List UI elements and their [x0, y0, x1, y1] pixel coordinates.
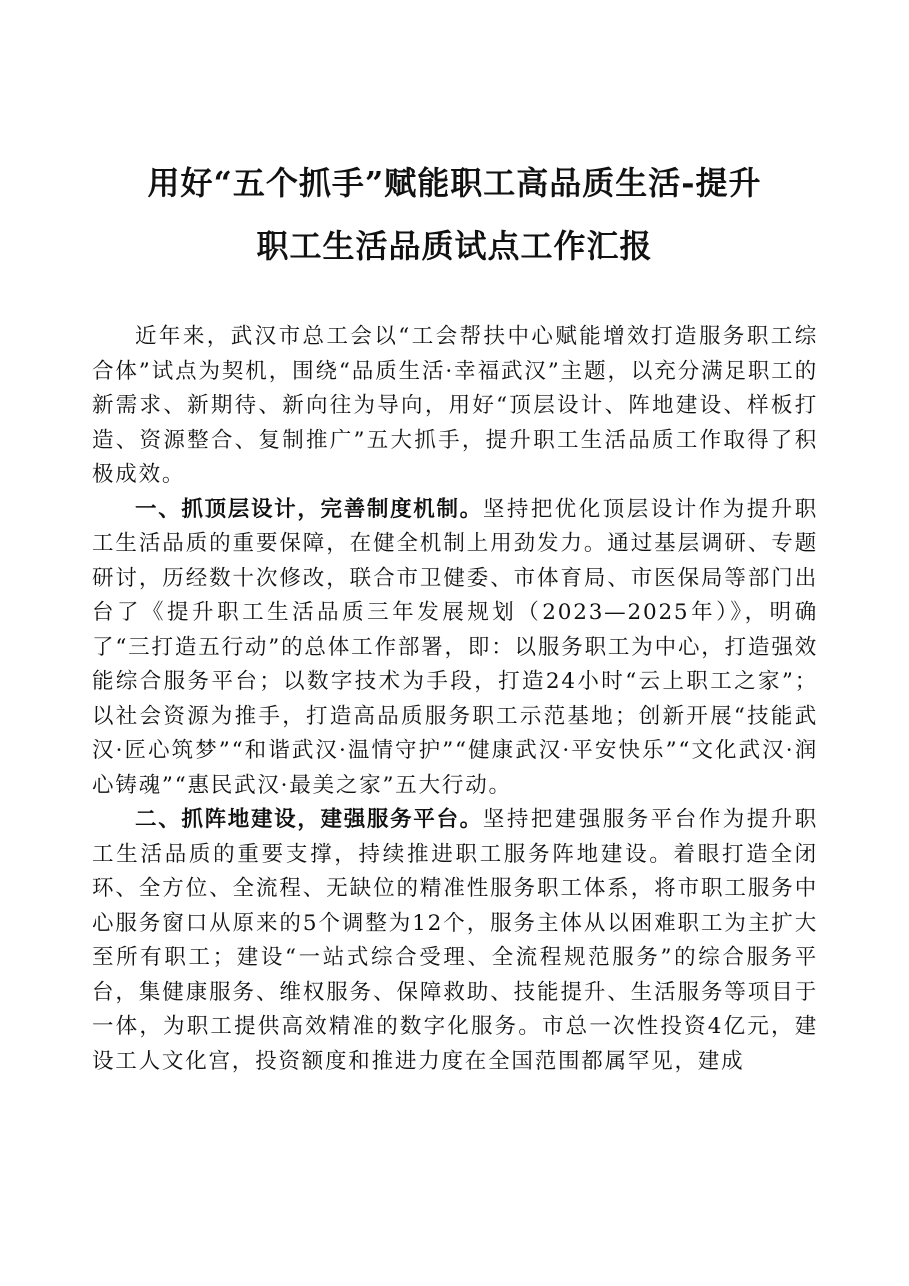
paragraph-text: 坚持把建强服务平台作为提升职工生活品质的重要支撑，持续推进职工服务阵地建设。着眼打造全闭环、全方位、全流程、无缺位的精准性服务职工体系，将市职工服务中心服务窗口从原来的5个调整为12个，服务主体从以困难职工为主扩大至所有职工；建设“一站式综合受理、全流程规范服务”的综合服务平台，集健康服务、维权服务、保障救助、技能提升、生活服务等项目于一体，为职工提供高效精准的数字化服务。市总一次性投资4亿元，建设工人文化宫，投资额度和推进力度在全国范围都属罕见，建成	[92, 807, 818, 1074]
document-body	[92, 320, 818, 1079]
paragraph-text: 坚持把优化顶层设计作为提升职工生活品质的重要保障，在健全机制上用劲发力。通过基层调研、专题研讨，历经数十次修改，联合市卫健委、市体育局、市医保局等部门出台了《提升职工生活品质三年发展规划（2023—2025年）》，明确了“三打造五行动”的总体工作部署，即：以服务职工为中心，打造强效能综合服务平台；以数字技术为手段，打造24小时“云上职工之家”；以社会资源为推手，打造高品质服务职工示范基地；创新开展“技能武汉·匠心筑梦”“和谐武汉·温情守护”“健康武汉·平安快乐”“文化武汉·润心铸魂”“惠民武汉·最美之家”五大行动。	[92, 496, 818, 798]
document-title-line-2: 职工生活品质试点工作汇报	[256, 227, 653, 265]
paragraph-section-2	[92, 803, 818, 1079]
document-title-line-1: 用好“五个抓手”赋能职工高品质生活-提升	[147, 164, 762, 202]
paragraph-intro	[92, 320, 818, 493]
paragraph-text: 近年来，武汉市总工会以“工会帮扶中心赋能增效打造服务职工综合体”试点为契机，围绕“品质生活·幸福武汉”主题，以充分满足职工的新需求、新期待、新向往为导向，用好“顶层设计、阵地建设、样板打造、资源整合、复制推广”五大抓手，提升职工生活品质工作取得了积极成效。	[92, 324, 818, 487]
section-heading: 一、抓顶层设计，完善制度机制。	[135, 496, 483, 522]
section-heading: 二、抓阵地建设，建强服务平台。	[135, 807, 483, 832]
paragraph-section-1	[92, 493, 818, 804]
